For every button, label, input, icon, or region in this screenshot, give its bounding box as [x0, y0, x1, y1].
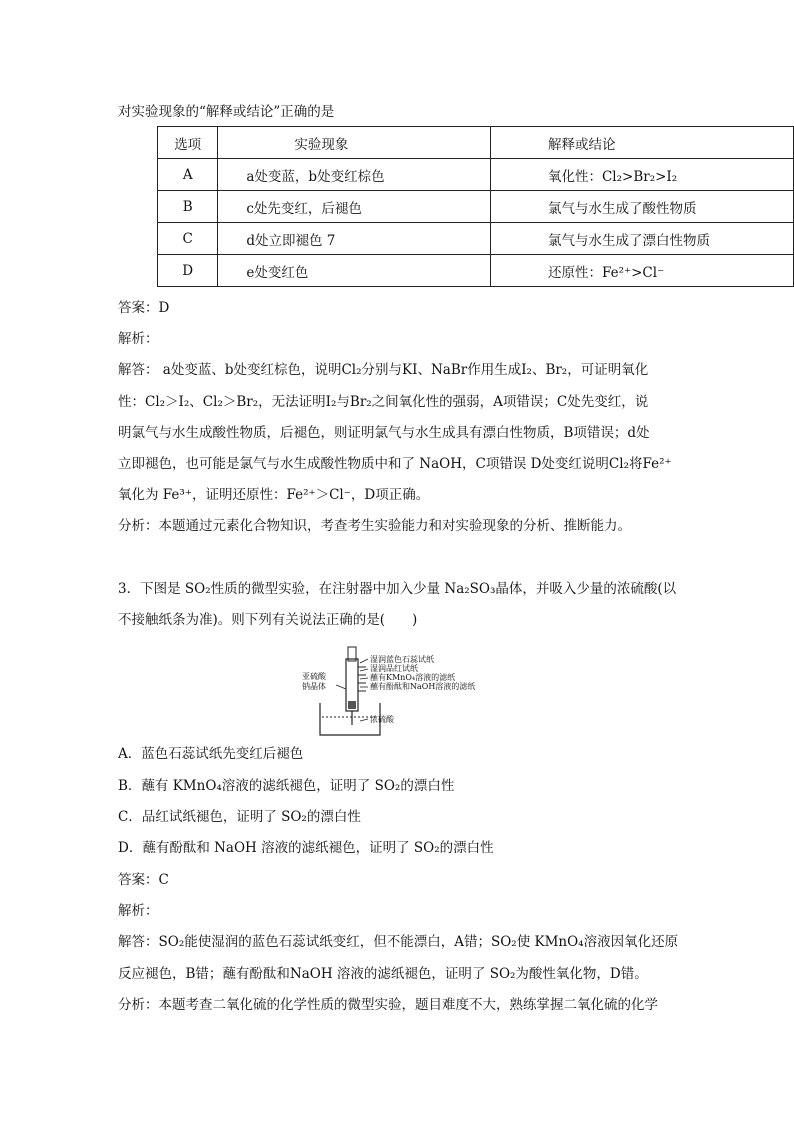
figure-label: 蘸有酚酞和NaOH溶液的滤纸: [370, 682, 476, 691]
q2-analysis-label: 解析：: [118, 331, 159, 347]
q3-option-c: C．品红试纸褪色，证明了 SO₂的漂白性: [118, 809, 361, 825]
q3-stem-line: 3．下图是 SO₂性质的微型实验，在注射器中加入少量 Na₂SO₃晶体，并吸入少量的浓硫酸(以: [118, 581, 677, 597]
row-option: D: [158, 255, 218, 287]
q3-explain-line: 反应褪色，B错；蘸有酚酞和NaOH 溶液的滤纸褪色，证明了 SO₂为酸性氧化物，D错。: [118, 966, 648, 982]
q2-summary: 分析：本题通过元素化合物知识，考查考生实验能力和对实验现象的分析、推断能力。: [118, 518, 631, 534]
header-option: 选项: [158, 127, 218, 159]
q3-option-b: B．蘸有 KMnO₄溶液的滤纸褪色，证明了 SO₂的漂白性: [118, 778, 455, 794]
figure-label: 亚硫酸: [302, 672, 326, 681]
intro-text: 对实验现象的“解释或结论”正确的是: [118, 104, 335, 120]
header-phenomenon: 实验现象: [218, 127, 491, 159]
q3-option-a: A．蓝色石蕊试纸先变红后褪色: [118, 746, 304, 762]
row-option: B: [158, 191, 218, 223]
row-phenomenon: a处变蓝，b处变红棕色: [218, 159, 491, 191]
row-conclusion: 氯气与水生成了酸性物质: [490, 191, 793, 223]
q2-explain-line: 解答： a处变蓝、b处变红棕色，说明Cl₂分别与KI、NaBr作用生成I₂、Br₂，可证明氧化: [118, 362, 649, 378]
q2-explain-line: 明氯气与水生成酸性物质，后褪色，则证明氯气与水生成具有漂白性物质，B项错误；d处: [118, 425, 650, 441]
q2-explain-line: 氧化为 Fe³⁺，证明还原性：Fe²⁺＞Cl⁻，D项正确。: [118, 487, 430, 503]
q3-answer: 答案：C: [118, 872, 169, 888]
options-table: [157, 126, 794, 287]
figure-label: 钠晶体: [302, 682, 326, 691]
experiment-figure: [300, 645, 500, 737]
row-phenomenon: c处先变红，后褪色: [218, 191, 491, 223]
row-phenomenon: d处立即褪色 7: [218, 223, 491, 255]
row-conclusion: 还原性：Fe²⁺>Cl⁻: [490, 255, 793, 287]
table-row: [158, 191, 794, 223]
q3-explain-line: 解答：SO₂能使湿润的蓝色石蕊试纸变红，但不能漂白，A错；SO₂使 KMnO₄溶液因氧化还原: [118, 934, 679, 950]
table-row: [158, 159, 794, 191]
row-option: A: [158, 159, 218, 191]
q3-summary: 分析：本题考查二氧化硫的化学性质的微型实验，题目难度不大，熟练掌握二氧化硫的化学: [118, 997, 658, 1013]
figure-label: 湿润品红试纸: [370, 664, 418, 673]
crystal-sample: [348, 701, 356, 709]
row-conclusion: 氯气与水生成了漂白性物质: [490, 223, 793, 255]
q3-analysis-label: 解析：: [118, 903, 159, 919]
figure-label: 浓硫酸: [370, 715, 394, 724]
table-row: [158, 223, 794, 255]
q2-explain-line: 立即褪色，也可能是氯气与水生成酸性物质中和了 NaOH，C项错误 D处变红说明Cl₂将Fe²⁺: [118, 456, 672, 472]
q2-answer: 答案：D: [118, 300, 170, 316]
figure-label: 湿润蓝色石蕊试纸: [370, 655, 434, 664]
q3-option-d: D．蘸有酚酞和 NaOH 溶液的滤纸褪色，证明了 SO₂的漂白性: [118, 840, 494, 856]
row-phenomenon: e处变红色: [218, 255, 491, 287]
table-header-row: [158, 127, 794, 159]
table-row: [158, 255, 794, 287]
q3-stem-line: 不接触纸条为准)。则下列有关说法正确的是( ): [118, 612, 418, 628]
header-conclusion: 解释或结论: [490, 127, 793, 159]
row-option: C: [158, 223, 218, 255]
figure-label: 蘸有KMnO₄溶液的滤纸: [370, 673, 456, 682]
row-conclusion: 氧化性：Cl₂>Br₂>I₂: [490, 159, 793, 191]
q2-explain-line: 性：Cl₂＞I₂、Cl₂＞Br₂，无法证明I₂与Br₂之间氧化性的强弱，A项错误；C处先变红，说: [118, 394, 649, 410]
